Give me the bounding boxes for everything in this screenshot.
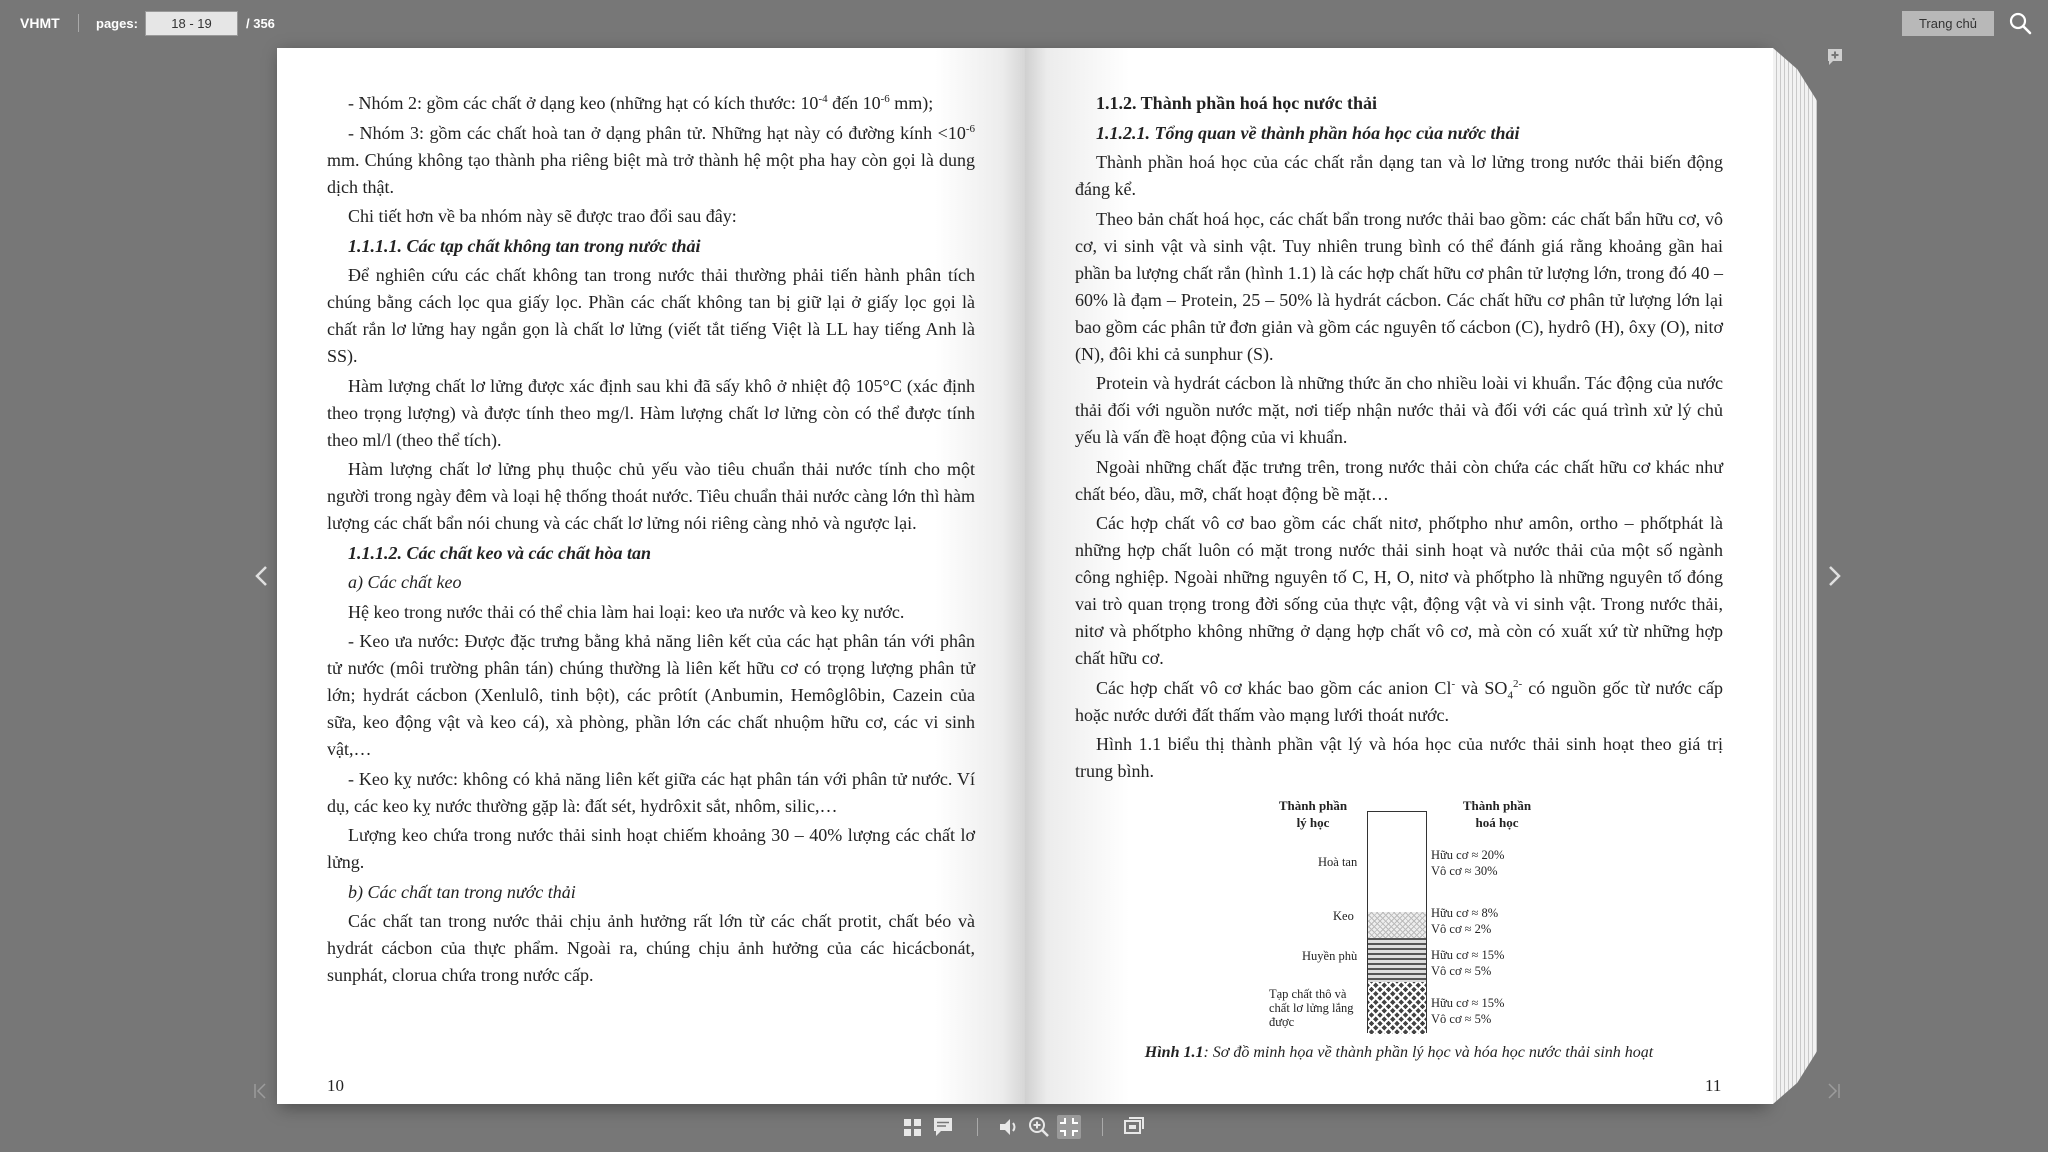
paragraph: Lượng keo chứa trong nước thải sinh hoạt chiếm khoảng 30 – 40% lượng các chất lơ lửng. — [327, 825, 975, 872]
bottom-toolbar — [0, 1112, 2048, 1152]
pages-label: pages: — [96, 16, 138, 31]
right-page[interactable] — [1025, 48, 1773, 1104]
left-page-content — [327, 90, 975, 992]
paragraph: Chi tiết hơn về ba nhóm này sẽ được trao đổi sau đây: — [348, 206, 737, 226]
toolbar-divider — [78, 14, 79, 32]
page-number: 11 — [1705, 1076, 1722, 1095]
figure-label-settleable: Tạp chất thô và chất lơ lửng lắng được — [1269, 987, 1354, 1029]
paragraph: Theo bản chất hoá học, các chất bẩn trong nước thải bao gồm: các chất bẩn hữu cơ, vô cơ, vi sinh vật và sinh vật. Tuy nhiên trung bình có thể đánh giá rằng khoảng gần hai phần ba lượng chất rắn (hình 1.1) là các hợp chất hữu cơ phân tử lượng lớn, trong đó 40 – 60% là đạm – Protein, 25 – 50% là hydrát cácbon. Các chất hữu cơ phân tử lượng lớn lại bao gồm các phân tử đơn giản và gồm các nguyên tố cácbon (C), hydrô (H), ôxy (O), nitơ (N), đôi khi cả sunphur (S). — [1075, 208, 1723, 364]
segment-suspended — [1368, 938, 1426, 982]
last-page-icon[interactable] — [1824, 1082, 1842, 1100]
figure-label-dissolved: Hoà tan — [1318, 855, 1358, 869]
paragraph: Hàm lượng chất lơ lửng phụ thuộc chủ yếu vào tiêu chuẩn thải nước tính cho một người trong ngày đêm và loại hệ thống thoát nước. Tiêu chuẩn thải nước càng lớn thì hàm lượng các chất bẩn nói chung và các chất lơ lửng nói riêng càng nhỏ và ngược lại. — [327, 459, 975, 533]
paragraph: - Nhóm 2: gồm các chất ở dạng keo (những hạt có kích thước: $10^{-4}$ đến $10^{-6}$ mm); — [348, 93, 934, 113]
section-heading: 1.1.1.1. Các tạp chất không tan trong nước thải — [348, 235, 701, 256]
paragraph: Các hợp chất vô cơ khác bao gồm các anion Cl- và $SO_4^{2-}$ có nguồn gốc từ nước cấp hoặc nước dưới đất thấm vào mạng lưới thoát nước. — [1075, 677, 1723, 725]
figure-caption: Hình 1.1: Sơ đồ minh họa về thành phần lý học và hóa học nước thải sinh hoạt — [1144, 1044, 1654, 1061]
figure-values-suspended: Hữu cơ ≈ 15% Vô cơ ≈ 5% — [1431, 948, 1505, 978]
section-heading: 1.1.2. Thành phần hoá học nước thải — [1096, 93, 1378, 113]
paragraph: Để nghiên cứu các chất không tan trong nước thải thường phải tiến hành phân tích chúng bằng cách lọc qua giấy lọc. Phần các chất không tan bị giữ lại ở giấy lọc gọi là chất rắn lơ lửng hay ngắn gọn là chất lơ lửng (viết tắt tiếng Việt là LL hay tiếng Anh là SS). — [327, 265, 975, 366]
paragraph: Hàm lượng chất lơ lửng được xác định sau khi đã sấy khô ở nhiệt độ 105°C (xác định theo trọng lượng) và được tính theo mg/l. Hàm lượng chất lơ lửng còn có thể được tính theo ml/l (theo thể tích). — [327, 375, 975, 450]
paragraph: Protein và hydrát cácbon là những thức ăn cho nhiều loài vi khuẩn. Tác động của nước thải đối với nguồn nước mặt, nơi tiếp nhận nước thải và đối với các quá trình xử lý chủ yếu là vấn đề hoạt động của vi khuẩn. — [1075, 373, 1723, 447]
fullscreen-icon[interactable] — [1057, 1115, 1081, 1139]
toolbar-divider — [1102, 1118, 1103, 1136]
next-page-icon[interactable] — [1822, 564, 1846, 588]
figure-1-1 — [1075, 797, 1723, 1061]
segment-dissolved — [1368, 812, 1426, 912]
subsection-heading: b) Các chất tan trong nước thải — [348, 881, 576, 902]
top-toolbar — [0, 0, 2048, 46]
figure-stacked-bar — [1367, 811, 1427, 1033]
sound-icon[interactable] — [997, 1115, 1021, 1139]
figure-right-column-heading: Thành phần hoá học — [1462, 798, 1532, 830]
page-number: 10 — [327, 1076, 344, 1095]
segment-colloid — [1368, 912, 1426, 938]
paragraph: - Keo kỵ nước: không có khả năng liên kết giữa các hạt phân tán với phân tử nước. Ví dụ, các keo kỵ nước thường gặp là: đất sét, hydrôxit sắt, nhôm, silic,… — [327, 768, 975, 816]
paragraph: Các chất tan trong nước thải chịu ảnh hưởng rất lớn từ các chất protit, chất béo và hydrát cácbon của thực phẩm. Ngoài ra, chúng chịu ảnh hưởng của các hicácbonát, sunphát, clorua chứa trong nước cấp. — [327, 911, 975, 985]
right-page-content — [1075, 90, 1723, 1061]
paragraph: Hình 1.1 biểu thị thành phần vật lý và hóa học của nước thải sinh hoạt theo giá trị trung bình. — [1075, 734, 1723, 781]
bookmark-icon[interactable] — [1825, 47, 1845, 67]
paragraph: - Nhóm 3: gồm các chất hoà tan ở dạng phân tử. Những hạt này có đường kính $<10^{-6}$ mm. Chúng không tạo thành pha riêng biệt mà trở thành hệ một pha hay còn gọi là dung dịch thật. — [327, 122, 975, 197]
paragraph: Các hợp chất vô cơ bao gồm các chất nitơ, phốtpho như amôn, ortho – phốtphát là những hợp chất luôn có mặt trong nước thải sinh hoạt và nước thải của một số ngành công nghiệp. Ngoài những nguyên tố C, H, O, nitơ và phốtpho là những nguyên tố đóng vai trò quan trọng trong đời sống của thực vật, động vật và vi sinh vật. Trong nước thải, nitơ và phốtpho không những ở dạng hợp chất vô cơ, mà còn có xuất xứ từ những hợp chất hữu cơ. — [1075, 513, 1723, 668]
toolbar-divider — [977, 1118, 978, 1136]
figure-label-colloid: Keo — [1333, 909, 1354, 923]
figure-values-colloid: Hữu cơ ≈ 8% Vô cơ ≈ 2% — [1431, 906, 1499, 936]
first-page-icon[interactable] — [252, 1082, 270, 1100]
zoom-in-icon[interactable] — [1027, 1115, 1051, 1139]
figure-values-settleable: Hữu cơ ≈ 15% Vô cơ ≈ 5% — [1431, 996, 1505, 1026]
paragraph: - Keo ưa nước: Được đặc trưng bằng khả năng liên kết của các hạt phân tán với phân tử nước (môi trường phân tán) chúng thường là liên kết hữu cơ có trọng lượng phân tử lớn; hydrát cácbon (Xenlulô, tinh bột), các prôtít (Anbumin, Hemôglôbin, Cazein của sữa, keo động vật và keo cá), xà phòng, phần lớn các chất nhuộm hữu cơ, các vi sinh vật,… — [327, 631, 975, 759]
left-page[interactable] — [277, 48, 1025, 1104]
search-icon[interactable] — [2008, 11, 2032, 35]
section-heading: 1.1.2.1. Tổng quan về thành phần hóa học của nước thải — [1096, 122, 1520, 143]
pages-total: / 356 — [246, 16, 275, 31]
paragraph: Ngoài những chất đặc trưng trên, trong nước thải còn chứa các chất hữu cơ khác như chất béo, dầu, mỡ, chất hoạt động bề mặt… — [1075, 456, 1723, 504]
book-page-edges — [1773, 48, 1817, 1104]
page-number-input[interactable] — [145, 11, 238, 36]
segment-settleable — [1368, 982, 1426, 1034]
grid-icon[interactable] — [901, 1115, 925, 1139]
section-heading: 1.1.1.2. Các chất keo và các chất hòa tan — [348, 542, 651, 563]
home-button[interactable]: Trang chủ — [1902, 11, 1994, 36]
figure-label-suspended: Huyền phù — [1302, 949, 1358, 963]
paragraph: Thành phần hoá học của các chất rắn dạng tan và lơ lửng trong nước thải biến động đáng kể. — [1075, 152, 1723, 199]
share-icon[interactable] — [1122, 1115, 1146, 1139]
subsection-heading: a) Các chất keo — [348, 572, 462, 592]
prev-page-icon[interactable] — [250, 564, 274, 588]
comment-icon[interactable] — [931, 1115, 955, 1139]
figure-left-column-heading: Thành phần lý học — [1278, 798, 1348, 830]
app-logo[interactable]: VHMT — [20, 15, 60, 31]
figure-values-dissolved: Hữu cơ ≈ 20% Vô cơ ≈ 30% — [1431, 848, 1505, 878]
paragraph: Hệ keo trong nước thải có thể chia làm hai loại: keo ưa nước và keo kỵ nước. — [348, 601, 905, 622]
